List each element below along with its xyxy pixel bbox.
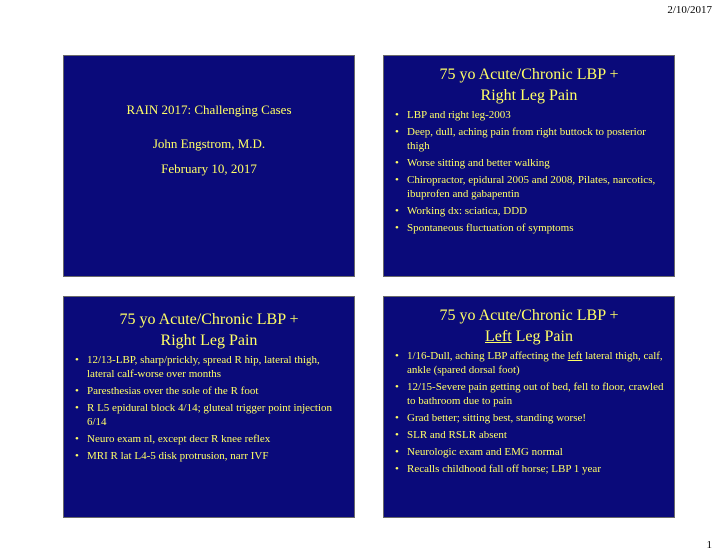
bullet-item: • 12/13-LBP, sharp/prickly, spread R hip, lateral thigh, lateral calf-worse over months bbox=[74, 353, 348, 381]
bullet-item: • MRI R lat L4-5 disk protrusion, narr IVF bbox=[74, 449, 348, 463]
slide-1-title-slide bbox=[63, 55, 355, 277]
slide-title-line-1: 75 yo Acute/Chronic LBP + bbox=[119, 311, 299, 328]
page-date: 2/10/2017 bbox=[667, 4, 712, 16]
title-block bbox=[64, 102, 354, 178]
bullet-item: • Worse sitting and better walking bbox=[394, 156, 668, 170]
bullet-item: • Working dx: sciatica, DDD bbox=[394, 204, 668, 218]
bullet-item: • Deep, dull, aching pain from right buttock to posterior thigh bbox=[394, 125, 668, 153]
bullet-item: • Neurologic exam and EMG normal bbox=[394, 445, 668, 459]
page-number: 1 bbox=[706, 539, 712, 551]
slide-title-line-1: 75 yo Acute/Chronic LBP + bbox=[439, 66, 619, 83]
bullet-item: • Paresthesias over the sole of the R foot bbox=[74, 384, 348, 398]
slide-title bbox=[384, 305, 674, 347]
bullet-item: • 12/15-Severe pain getting out of bed, fell to floor, crawled to bathroom due to pain bbox=[394, 380, 668, 408]
presentation-date: February 10, 2017 bbox=[161, 160, 257, 176]
slide-title bbox=[384, 64, 674, 106]
bullet-item: • Grad better; sitting best, standing worse! bbox=[394, 411, 668, 425]
slide-title-line-2: Right Leg Pain bbox=[160, 332, 258, 349]
underlined-left-word: left bbox=[567, 350, 583, 362]
slide-title-line-2-rest: Leg Pain bbox=[511, 328, 573, 345]
slide-title-line-1: 75 yo Acute/Chronic LBP + bbox=[439, 307, 619, 324]
conference-title: RAIN 2017: Challenging Cases bbox=[126, 102, 292, 117]
bullet-item: • R L5 epidural block 4/14; gluteal trigger point injection 6/14 bbox=[74, 401, 348, 429]
slide-title-line-2: Right Leg Pain bbox=[480, 87, 578, 104]
slide-title bbox=[64, 309, 354, 351]
slide-2 bbox=[383, 55, 675, 277]
bullet-text-suffix: lateral thigh, calf, ankle (spared dorsal foot) bbox=[407, 350, 663, 376]
bullet-list bbox=[394, 349, 668, 479]
slide-3 bbox=[63, 296, 355, 518]
bullet-item: • Recalls childhood fall off horse; LBP 1 year bbox=[394, 462, 668, 476]
bullet-item: • SLR and RSLR absent bbox=[394, 428, 668, 442]
bullet-item: • Chiropractor, epidural 2005 and 2008, Pilates, narcotics, ibuprofen and gabapentin bbox=[394, 173, 668, 201]
underlined-left: Left bbox=[485, 328, 512, 345]
bullet-item: • LBP and right leg-2003 bbox=[394, 108, 668, 122]
slide-4 bbox=[383, 296, 675, 518]
bullet-text-prefix: 1/16-Dull, aching LBP affecting the bbox=[407, 350, 568, 362]
bullet-list bbox=[74, 353, 348, 466]
presenter-name: John Engstrom, M.D. bbox=[152, 135, 266, 151]
bullet-item: • Spontaneous fluctuation of symptoms bbox=[394, 221, 668, 235]
bullet-item: • Neuro exam nl, except decr R knee reflex bbox=[74, 432, 348, 446]
slide-title-line-2 bbox=[384, 326, 674, 347]
bullet-item bbox=[394, 349, 668, 377]
bullet-list bbox=[394, 108, 668, 238]
